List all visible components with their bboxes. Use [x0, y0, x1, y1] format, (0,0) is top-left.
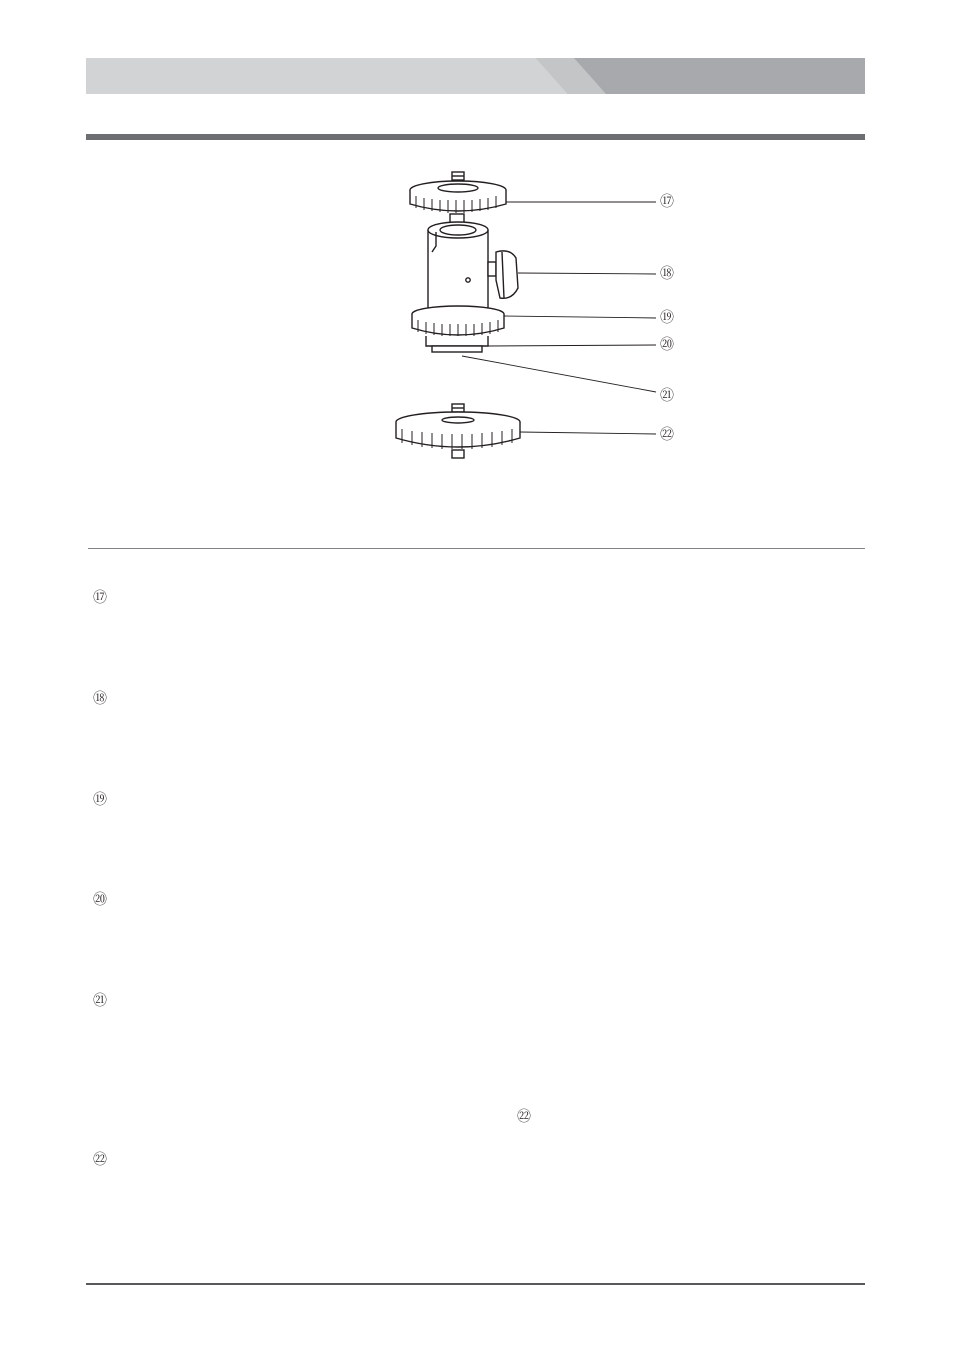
item-number-19: ⑲: [93, 792, 107, 808]
item-number-22: ㉒: [93, 1152, 107, 1168]
item-number-20: ⑳: [93, 892, 107, 908]
divider: [88, 548, 865, 549]
section-rule: [86, 134, 865, 140]
callout-18: ⑱: [660, 266, 674, 282]
inline-reference-22: ㉒: [517, 1109, 531, 1125]
ball-head-mount-illustration: [380, 160, 700, 470]
callout-19: ⑲: [660, 310, 674, 326]
callout-21: ㉑: [660, 388, 674, 404]
callout-17: ⑰: [660, 194, 674, 210]
item-number-17: ⑰: [93, 590, 107, 606]
callout-20: ⑳: [660, 337, 674, 353]
item-number-18: ⑱: [93, 691, 107, 707]
header-band: [86, 58, 865, 94]
callout-22: ㉒: [660, 427, 674, 443]
item-number-21: ㉑: [93, 993, 107, 1009]
footer-rule: [86, 1283, 865, 1285]
